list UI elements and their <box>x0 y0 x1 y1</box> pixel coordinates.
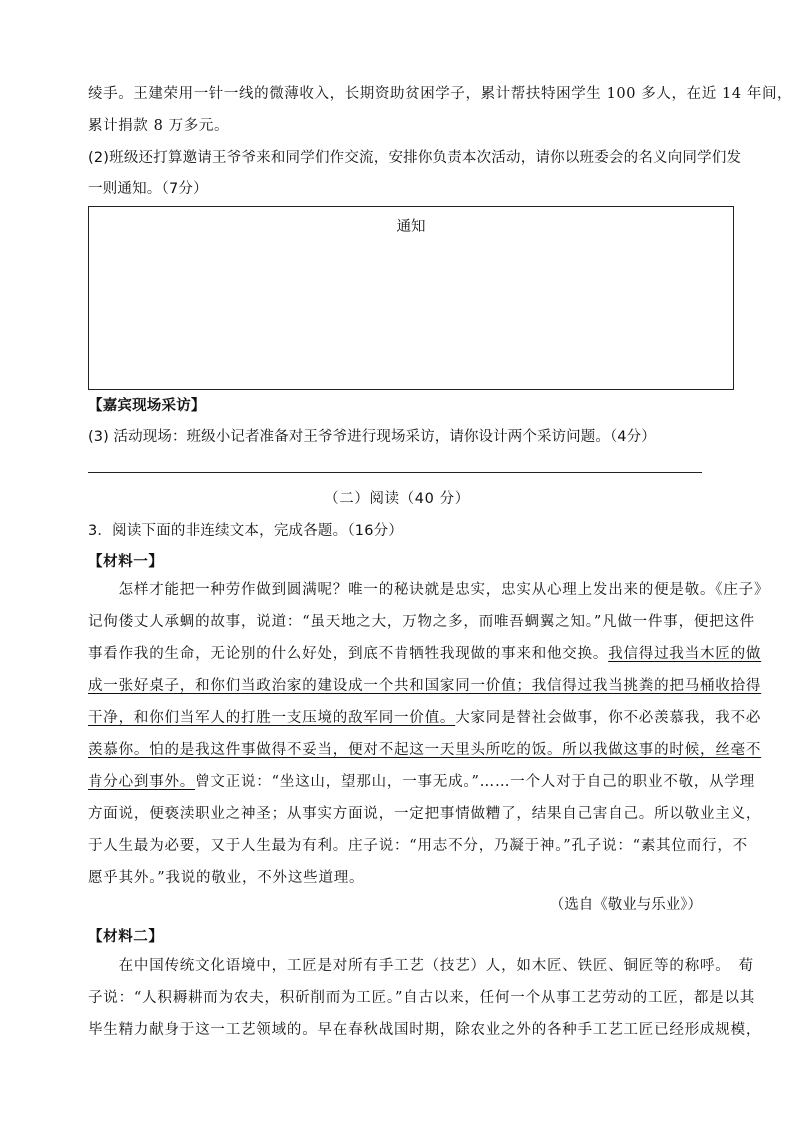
question-3: (3) 活动现场：班级小记者准备对王爷爷进行现场采访，请你设计两个采访问题。（4分） <box>88 429 656 445</box>
underlined-text: 我信得过我当木匠的做 <box>608 646 762 662</box>
material-2-line: 毕生精力献身于这一工艺领域的。早在春秋战国时期，除农业之外的各种手工艺工匠已经形成规模， <box>88 1022 762 1038</box>
underlined-text: 成一张好桌子，和你们当政治家的建设成一个共和国家同一价值；我信得过我当挑粪的把马桶收拾得 <box>88 678 762 694</box>
material-1-line <box>88 734 762 766</box>
body-text: 大家同是替社会做事，你不必羡慕我，我不必 <box>455 710 762 726</box>
answer-line[interactable] <box>88 472 702 473</box>
material-2-line: 在中国传统文化语境中，工匠是对所有手工艺（技艺）人，如木匠、铁匠、铜匠等的称呼。 荀 <box>88 958 754 974</box>
material-1-source: （选自《敬业与乐业》） <box>549 897 702 913</box>
material-1-line <box>88 702 762 734</box>
material-2-body <box>88 950 762 1046</box>
material-1-line <box>88 606 756 638</box>
body-text: 记佝偻丈人承蜩的故事，说道：“虽天地之大，万物之多，而唯吾蜩翼之知。”凡做一件事，便把这件 <box>88 614 756 630</box>
notice-answer-box[interactable] <box>88 206 734 390</box>
question-2-line-1: (2)班级还打算邀请王爷爷来和同学们作交流，安排你负责本次活动，请你以班委会的名义向同学们发 <box>88 150 742 166</box>
underlined-text: 干净，和你们当军人的打胜一支压境的敌军同一价值。 <box>88 710 456 726</box>
top-paragraph-line-1: 绫手。王建荣用一针一线的微薄收入，长期资助贫困学子，累计帮扶特困学生 100 多人，在近 14 年间， <box>88 86 793 102</box>
material-1-body <box>88 574 770 894</box>
material-1-line <box>88 830 748 862</box>
q3-instruction: 3．阅读下面的非连续文本，完成各题。（16分） <box>88 523 404 539</box>
material-1-line <box>88 798 762 830</box>
underlined-text: 肯分心到事外。 <box>88 774 196 790</box>
top-paragraph-line-2: 累计捐款 8 万多元。 <box>88 118 230 134</box>
material-1-line <box>88 862 708 894</box>
material-2-line: 子说：“人积耨耕而为农夫，积斫削而为工匠。”自古以来，任何一个从事工艺劳动的工匠，都是以其 <box>88 990 756 1006</box>
question-2-line-2: 一则通知。（7分） <box>88 181 208 197</box>
body-text: 于人生最为必要，又于人生最为有利。庄子说：“用志不分，乃凝于神。”孔子说：“素其位而行，不 <box>88 838 748 854</box>
material-1-line <box>88 670 762 702</box>
body-text: 愿乎其外。”我说的敬业，不外这些道理。 <box>88 870 365 886</box>
section-title: （二）阅读（40 分） <box>324 491 470 507</box>
material-1-line <box>88 574 770 606</box>
body-text: 方面说，便亵渎职业之神圣；从事实方面说，一定把事情做糟了，结果自己害自己。所以敬业主义， <box>88 806 762 822</box>
material-2-heading: 【材料二】 <box>88 929 164 945</box>
underlined-text: 羡慕你。怕的是我这件事做得不妥当，便对不起这一天里头所吃的饭。所以我做这事的时候，丝毫不 <box>88 742 762 758</box>
material-1-heading: 【材料一】 <box>88 554 164 570</box>
material-1-line <box>88 766 756 798</box>
notice-box-title: 通知 <box>396 219 426 235</box>
guest-interview-heading: 【嘉宾现场采访】 <box>88 398 206 414</box>
body-text: 事看作我的生命，无论别的什么好处，到底不肯牺牲我现做的事来和他交换。 <box>88 646 609 662</box>
body-text: 怎样才能把一种劳作做到圆满呢？唯一的秘诀就是忠实，忠实从心理上发出来的便是敬。《庄子》 <box>88 582 770 598</box>
material-1-line <box>88 638 762 670</box>
body-text: 曾文正说：“坐这山，望那山，一事无成。”……一个人对于自己的职业不敬，从学理 <box>195 774 756 790</box>
